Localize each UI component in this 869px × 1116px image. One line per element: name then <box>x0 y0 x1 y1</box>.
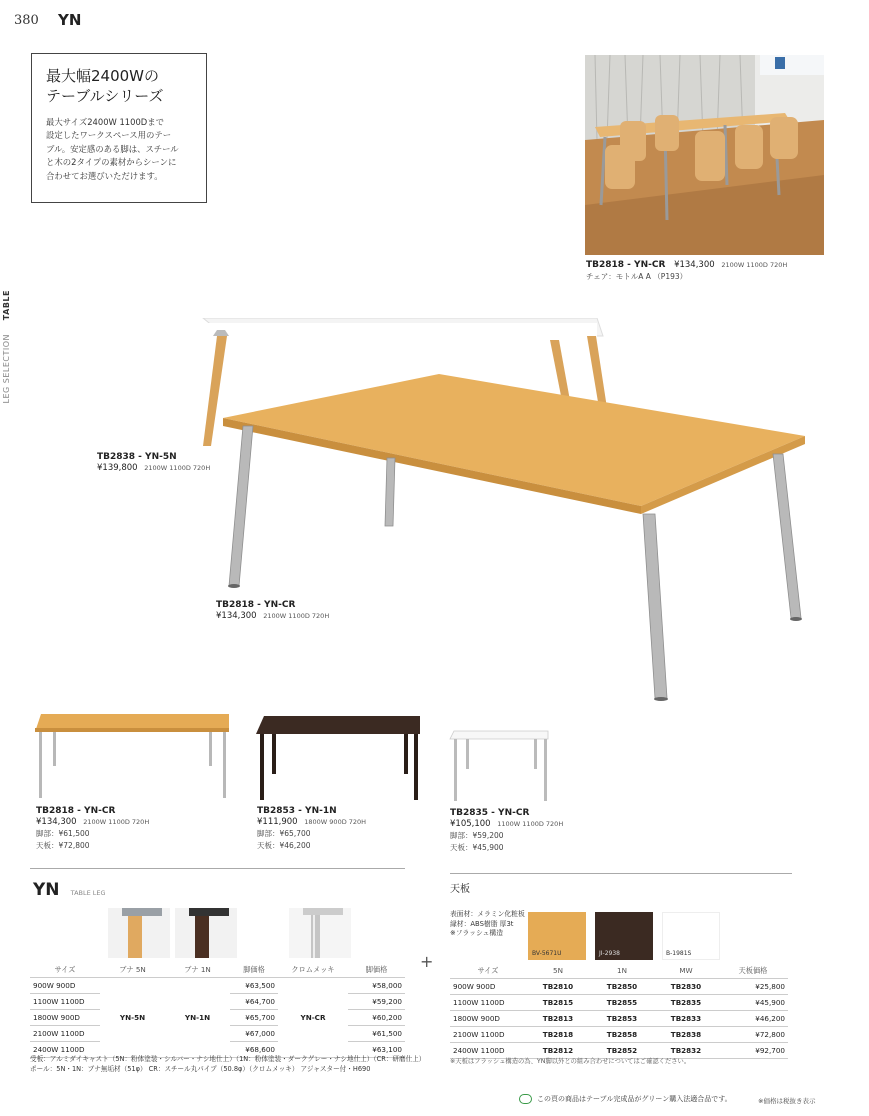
leg-header-chrome-price: 脚価格 <box>348 962 405 978</box>
variant-price-3: ¥105,100 <box>450 819 491 829</box>
side-section: LEG SELECTION <box>2 334 11 404</box>
photo-model: TB2818 - YN-CR <box>586 260 666 270</box>
top-code-5n: TB2815 <box>526 995 590 1011</box>
top-header-price: 天板価格 <box>718 963 788 979</box>
green-mark-icon <box>519 1094 532 1104</box>
top-price: ¥72,800 <box>718 1027 788 1043</box>
top-code-5n: TB2810 <box>526 979 590 995</box>
swatch-code: JI-2938 <box>599 950 620 957</box>
leg-table <box>30 962 405 1058</box>
hero-caption-2 <box>216 600 329 622</box>
variant-caption-2 <box>257 806 366 852</box>
top-price: ¥45,900 <box>718 995 788 1011</box>
top-spec-edge: 縁材：ABS樹脂 厚3t <box>450 919 514 928</box>
top-code-5n: TB2818 <box>526 1027 590 1043</box>
leg-code-5n: YN-5N <box>100 978 165 1058</box>
variant-model-1: TB2818 - YN-CR <box>36 806 116 816</box>
top-code-mw: TB2833 <box>654 1011 718 1027</box>
leg-sample-1n <box>175 908 237 958</box>
intro-title: 最大幅2400Wの テーブルシリーズ <box>46 67 164 105</box>
leg-size: 900W 900D <box>30 978 100 994</box>
table-row <box>450 979 788 995</box>
leg-note-2: ポール：5N・1N：ブナ無垢材（51φ） CR：スチール丸パイプ（50.8φ）（クロムメッキ） アジャスター付・H690 <box>30 1065 371 1073</box>
hero-tables <box>195 318 815 713</box>
leg-chrome-price: ¥63,100 <box>348 1042 405 1058</box>
top-price: ¥46,200 <box>718 1011 788 1027</box>
leg-chrome-price: ¥58,000 <box>348 978 405 994</box>
variant-white-table <box>448 729 552 805</box>
series-title: YN <box>58 11 82 29</box>
variant-model-2: TB2853 - YN-1N <box>257 806 337 816</box>
leg-wood-price: ¥64,700 <box>230 994 278 1010</box>
variant-caption-3 <box>450 808 563 854</box>
top-code-mw: TB2832 <box>654 1043 718 1059</box>
photo-caption <box>586 260 787 283</box>
variant-oak-table <box>33 712 233 802</box>
leg-size: 1800W 900D <box>30 1010 100 1026</box>
leg-section-title: YN <box>33 880 60 900</box>
table-row <box>450 1027 788 1043</box>
top-code-1n: TB2850 <box>590 979 654 995</box>
top-code-1n: TB2855 <box>590 995 654 1011</box>
leg-header-chrome: クロムメッキ <box>278 962 348 978</box>
hero-caption-1 <box>97 452 210 474</box>
leg-sample-5n <box>108 908 170 958</box>
top-spec-structure: ※フラッシュ構造 <box>450 929 504 937</box>
variant-leg-price-3: 脚部：¥59,200 <box>450 831 504 840</box>
hero-model-2: TB2818 - YN-CR <box>216 600 296 610</box>
top-size: 2100W 1100D <box>450 1027 526 1043</box>
top-header-1n: 1N <box>590 963 654 979</box>
top-code-mw: TB2838 <box>654 1027 718 1043</box>
hero-dims-2: 2100W 1100D 720H <box>263 612 330 620</box>
variant-dims-2: 1800W 900D 720H <box>304 818 367 826</box>
leg-header-size: サイズ <box>30 962 100 978</box>
hero-dims-1: 2100W 1100D 720H <box>144 464 211 472</box>
plus-sign: + <box>420 952 434 971</box>
top-code-5n: TB2813 <box>526 1011 590 1027</box>
leg-notes <box>30 1054 425 1074</box>
variant-leg-price-1: 脚部：¥61,500 <box>36 829 90 838</box>
variant-price-2: ¥111,900 <box>257 817 298 827</box>
swatch-oak <box>528 912 586 960</box>
top-code-1n: TB2853 <box>590 1011 654 1027</box>
intro-text: 最大サイズ2400W 1100Dまで 設定したワークスペース用のテー ブル。安定感のある脚は、スチール と木の2タイプの素材からシーンに 合わせてお選びいただけます。 <box>46 117 179 181</box>
side-category: TABLE <box>2 290 11 321</box>
variant-price-1: ¥134,300 <box>36 817 77 827</box>
leg-wood-price: ¥63,500 <box>230 978 278 994</box>
top-code-1n: TB2852 <box>590 1043 654 1059</box>
top-code-mw: TB2830 <box>654 979 718 995</box>
top-header-5n: 5N <box>526 963 590 979</box>
leg-size: 2100W 1100D <box>30 1026 100 1042</box>
leg-section-rule <box>30 868 405 869</box>
top-header-size: サイズ <box>450 963 526 979</box>
swatch-dark <box>595 912 653 960</box>
variant-dims-1: 2100W 1100D 720H <box>83 818 150 826</box>
top-size: 1100W 1100D <box>450 995 526 1011</box>
leg-header-5n: ブナ 5N <box>100 962 165 978</box>
leg-size: 2400W 1100D <box>30 1042 100 1058</box>
leg-note-1: 受板：アルミダイキャスト（5N：粉体塗装・シルバー・ナシ地仕上）（1N：粉体塗装・ダークグレー・ナシ地仕上）（CR：研磨仕上） <box>30 1055 426 1063</box>
photo-dims: 2100W 1100D 720H <box>721 261 788 269</box>
leg-sample-cr <box>289 908 351 958</box>
tax-note: ※価格は税抜き表示 <box>758 1097 816 1105</box>
table-row <box>450 995 788 1011</box>
leg-section-subtitle: TABLE LEG <box>70 889 106 897</box>
top-size: 2400W 1100D <box>450 1043 526 1059</box>
leg-chrome-price: ¥60,200 <box>348 1010 405 1026</box>
swatch-white <box>662 912 720 960</box>
leg-header-1n: ブナ 1N <box>165 962 230 978</box>
variant-leg-price-2: 脚部：¥65,700 <box>257 829 311 838</box>
top-code-1n: TB2858 <box>590 1027 654 1043</box>
leg-code-cr: YN-CR <box>278 978 348 1058</box>
top-table <box>450 963 788 1059</box>
green-note-text: この頁の商品はテーブル完成品がグリーン購入法適合品です。 <box>537 1095 732 1103</box>
swatch-code: BV-5671U <box>532 950 562 957</box>
top-price: ¥92,700 <box>718 1043 788 1059</box>
variant-caption-1 <box>36 806 149 852</box>
leg-header-wood-price: 脚価格 <box>230 962 278 978</box>
intro-box <box>31 53 207 203</box>
top-price: ¥25,800 <box>718 979 788 995</box>
top-section-title: 天板 <box>450 884 470 895</box>
variant-top-price-3: 天板：¥45,900 <box>450 843 504 852</box>
top-section-rule <box>450 873 792 874</box>
top-code-5n: TB2812 <box>526 1043 590 1059</box>
variant-dark-table <box>254 714 424 804</box>
hero-price-1: ¥139,800 <box>97 463 138 473</box>
variant-model-3: TB2835 - YN-CR <box>450 808 530 818</box>
leg-section-heading <box>33 880 106 900</box>
variant-top-price-1: 天板：¥72,800 <box>36 841 90 850</box>
photo-chair: チェア：モトルA A （P193） <box>586 272 688 281</box>
top-code-mw: TB2835 <box>654 995 718 1011</box>
top-note: ※天板はフラッシュ構造の為、YN脚以外との組み合わせについてはご確認ください。 <box>450 1058 691 1065</box>
top-spec-surface: 表面材：メラミン化粧板 <box>450 910 525 918</box>
leg-chrome-price: ¥59,200 <box>348 994 405 1010</box>
hero-price-2: ¥134,300 <box>216 611 257 621</box>
top-size: 1800W 900D <box>450 1011 526 1027</box>
top-size: 900W 900D <box>450 979 526 995</box>
room-photo <box>585 55 824 255</box>
green-note <box>519 1094 732 1104</box>
leg-wood-price: ¥65,700 <box>230 1010 278 1026</box>
leg-chrome-price: ¥61,500 <box>348 1026 405 1042</box>
page-number: 380 <box>14 13 39 28</box>
side-label <box>2 290 16 460</box>
variant-top-price-2: 天板：¥46,200 <box>257 841 311 850</box>
leg-wood-price: ¥68,600 <box>230 1042 278 1058</box>
photo-price: ¥134,300 <box>674 260 715 270</box>
table-row <box>30 978 405 994</box>
leg-code-1n: YN-1N <box>165 978 230 1058</box>
top-header-mw: MW <box>654 963 718 979</box>
hero-model-1: TB2838 - YN-5N <box>97 452 177 462</box>
variant-dims-3: 1100W 1100D 720H <box>497 820 564 828</box>
swatch-code: B-1981S <box>666 950 692 957</box>
leg-size: 1100W 1100D <box>30 994 100 1010</box>
table-row <box>450 1011 788 1027</box>
top-spec <box>450 910 525 939</box>
leg-wood-price: ¥67,000 <box>230 1026 278 1042</box>
